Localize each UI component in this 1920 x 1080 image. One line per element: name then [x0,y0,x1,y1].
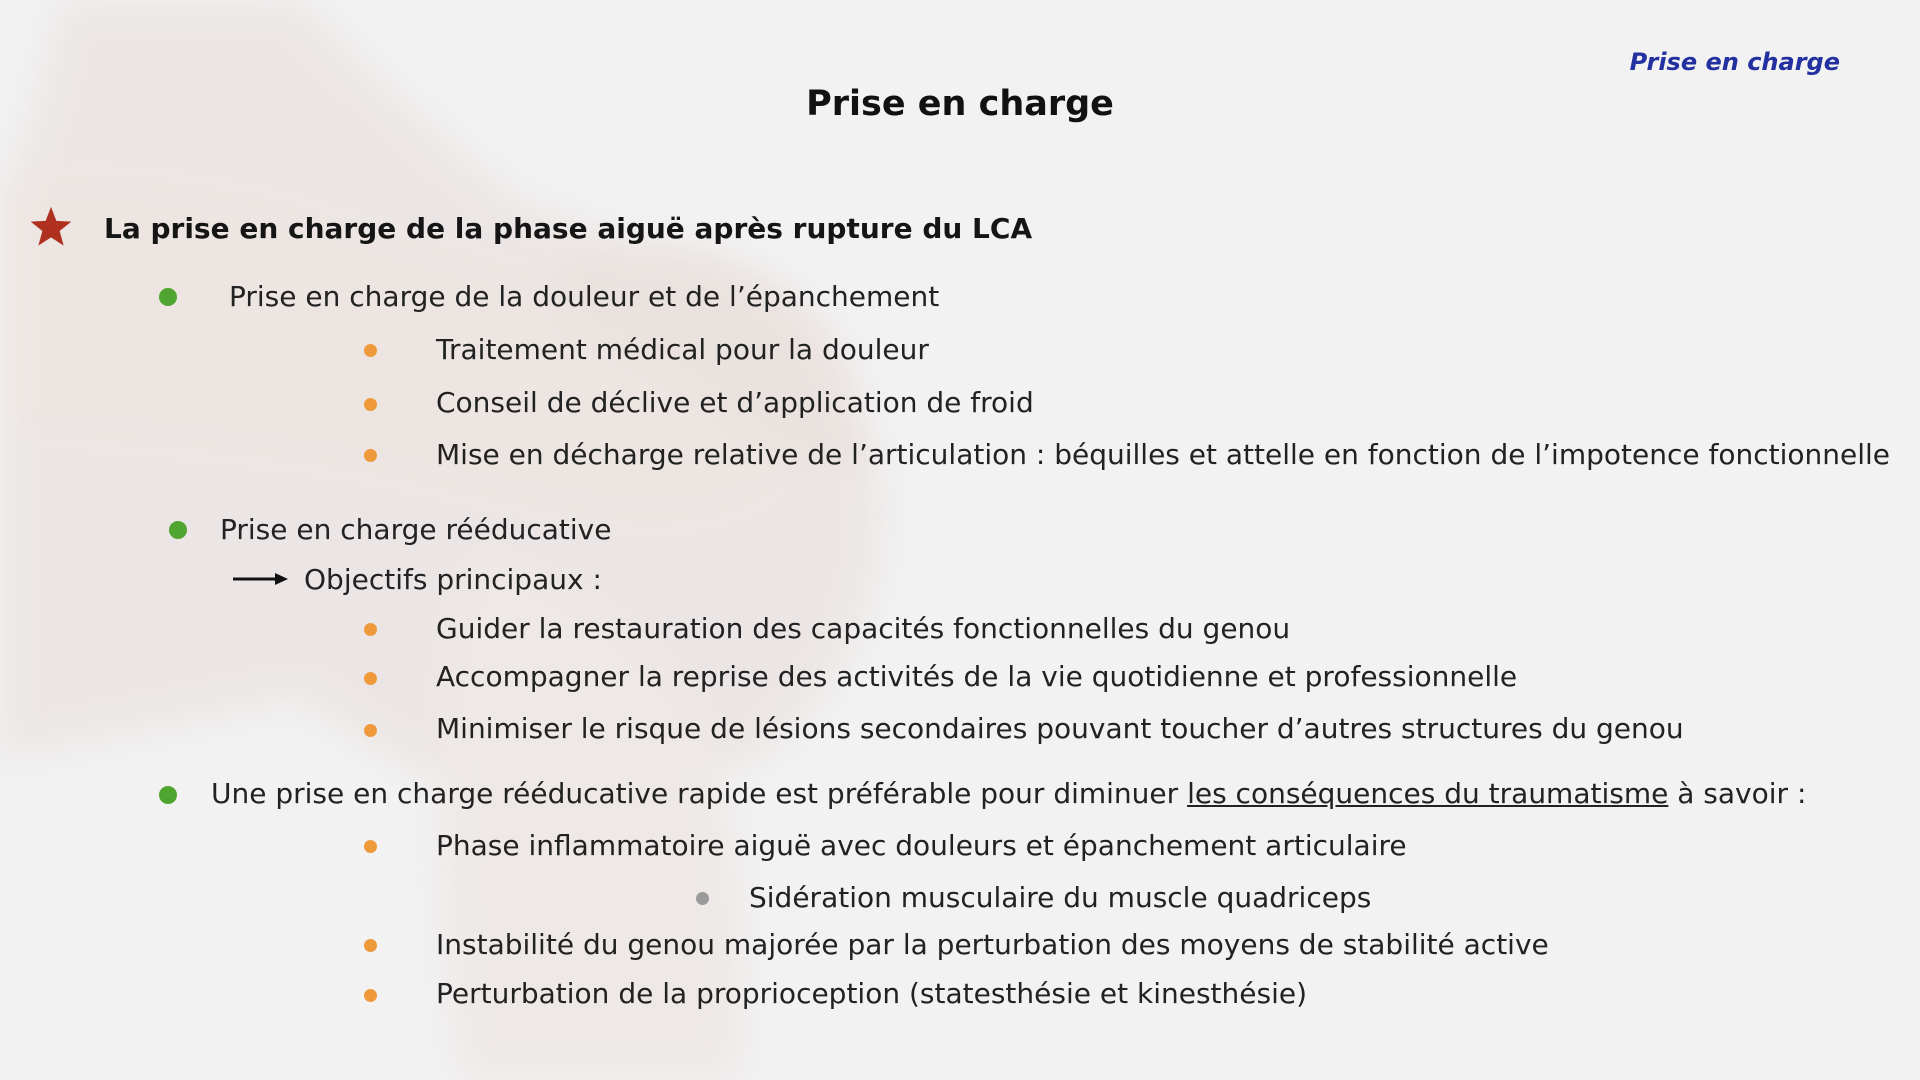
sub-list-item: Sidération musculaire du muscle quadriceps [749,881,1372,914]
main-heading: La prise en charge de la phase aiguë après rupture du LCA [104,212,1033,245]
list-item: Instabilité du genou majorée par la perturbation des moyens de stabilité active [436,928,1549,961]
bullet-orange [364,840,377,853]
objectives-label: Objectifs principaux : [304,563,602,596]
list-item: Minimiser le risque de lésions secondaires pouvant toucher d’autres structures du genou [436,712,1684,745]
section-tag: Prise en charge [1629,48,1840,76]
list-item: Guider la restauration des capacités fonctionnelles du genou [436,612,1291,645]
bullet-orange [364,449,377,462]
list-item: Phase inflammatoire aiguë avec douleurs et épanchement articulaire [436,829,1407,862]
underlined-phrase: les conséquences du traumatisme [1187,777,1669,810]
section3-label-end: à savoir : [1668,777,1807,810]
list-item: Accompagner la reprise des activités de la vie quotidienne et professionnelle [436,660,1518,693]
bullet-orange [364,398,377,411]
star-icon [28,204,74,250]
section3-label-start: Une prise en charge rééducative rapide est préférable pour diminuer [211,777,1188,810]
section1-label: Prise en charge de la douleur et de l’épanchement [229,280,940,313]
bullet-green [159,288,177,306]
bullet-green [159,786,177,804]
list-item: Perturbation de la proprioception (statesthésie et kinesthésie) [436,977,1308,1010]
bullet-orange [364,939,377,952]
bullet-orange [364,989,377,1002]
bullet-orange [364,344,377,357]
bullet-orange [364,672,377,685]
section2-label: Prise en charge rééducative [220,513,612,546]
bullet-orange [364,724,377,737]
bullet-green [169,521,187,539]
list-item: Traitement médical pour la douleur [436,333,929,366]
section3-label [211,777,1806,810]
list-item: Conseil de déclive et d’application de froid [436,386,1034,419]
right-arrow-icon [233,570,289,588]
page-title: Prise en charge [806,84,1114,124]
list-item: Mise en décharge relative de l’articulation : béquilles et attelle en fonction de l’impotence fonctionnelle [436,438,1890,471]
bullet-orange [364,623,377,636]
bullet-gray [696,892,709,905]
